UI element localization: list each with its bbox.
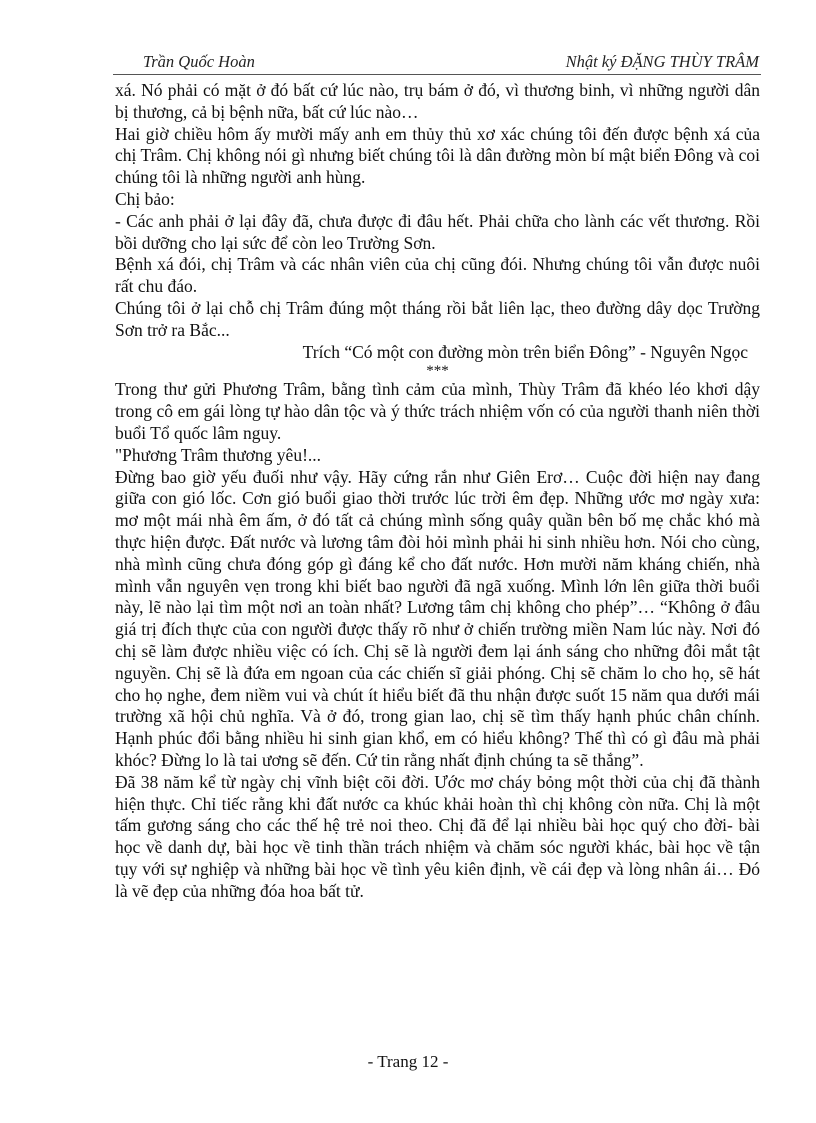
page-header <box>113 50 761 75</box>
header-title: Nhật ký ĐẶNG THÙY TRÂM <box>565 52 759 71</box>
header-author: Trần Quốc Hoàn <box>143 52 255 71</box>
quote-source: Trích “Có một con đường mòn trên biển Đông” - Nguyên Ngọc <box>302 341 748 362</box>
paragraph: - Các anh phải ở lại đây đã, chưa được đi đâu hết. Phải chữa cho lành các vết thương. Rồi bồi dưỡng cho lại sức để còn leo Trường Sơn. <box>115 210 760 253</box>
page-number: - Trang 12 - <box>367 1052 449 1071</box>
paragraph: Chị bảo: <box>115 188 175 209</box>
page-body <box>115 80 760 902</box>
section-separator: *** <box>426 363 449 380</box>
paragraph: xá. Nó phải có mặt ở đó bất cứ lúc nào, trụ bám ở đó, vì thương binh, vì những người dân bị thương, cả bị bệnh nữa, bất cứ lúc nào… <box>115 80 760 122</box>
paragraph: Bệnh xá đói, chị Trâm và các nhân viên của chị cũng đói. Nhưng chúng tôi vẫn được nuôi rất chu đáo. <box>115 254 760 297</box>
paragraph: Hai giờ chiều hôm ấy mười mấy anh em thủy thủ xơ xác chúng tôi đến được bệnh xá của chị Trâm. Chị không nói gì nhưng biết chúng tôi là dân đường mòn bí mật biển Đông và coi chúng tôi là những người anh hùng. <box>115 123 760 188</box>
paragraph: "Phương Trâm thương yêu!... <box>115 444 322 465</box>
paragraph: Trong thư gửi Phương Trâm, bằng tình cảm của mình, Thùy Trâm đã khéo léo khơi dậy trong cô em gái lòng tự hào dân tộc và ý thức trách nhiệm vốn có của người thanh niên thời buổi Tổ quốc lâm nguy. <box>115 379 760 443</box>
paragraph: Đã 38 năm kể từ ngày chị vĩnh biệt cõi đời. Ước mơ cháy bỏng một thời của chị đã thành hiện thực. Chỉ tiếc rằng khi đất nước ca khúc khải hoàn thì chị không còn nữa. Chị là một tấm gương sáng cho các thế hệ trẻ noi theo. Chị đã để lại nhiều bài học quý cho đời- bài học về danh dự, bài học về tinh thần trách nhiệm và chăm sóc người khác, bài học về tận tụy với sự nghiệp và những bài học về tình yêu kiên định, về cái đẹp và lòng nhân ái… Đó là vẽ đẹp của những đóa hoa bất tử. <box>115 771 760 901</box>
paragraph: Đừng bao giờ yếu đuối như vậy. Hãy cứng rắn như Giên Erơ… Cuộc đời hiện nay đang giữa con gió lốc. Cơn gió buổi giao thời trước lúc trời êm đẹp. Những ước mơ ngày xưa: mơ một mái nhà êm ấm, ở đó tất cả chúng mình sống quây quần bên bố mẹ chắc khó mà thực hiện được. Đất nước và lương tâm đòi hỏi mình phải hi sinh nhiều hơn. Nói cho cùng, nhà mình cũng chưa đóng góp gì đáng kể cho đất nước. Hơn mười năm kháng chiến, nhà mình vẫn nguyên vẹn trong khi biết bao người đã ngã xuống. Mình lớn lên giữa thời buổi này, lẽ nào lại tìm một nơi an toàn nhất? Lương tâm chị không cho phép”… “Không ở đâu giá trị đích thực của con người được thấy rõ như ở chiến trường miền Nam lúc này. Nơi đó chị sẽ làm được nhiều việc có ích. Chị sẽ là người đem lại ánh sáng cho những đôi mắt tật nguyền. Chị sẽ là đứa em ngoan của các chiến sĩ giải phóng. Chị sẽ chăm lo cho họ, sẽ hát cho họ nghe, đem niềm vui và chút ít hiểu biết đã thu nhận được suốt 15 năm qua dưới mái trường xã hội chủ nghĩa. Và ở đó, trong gian lao, chị sẽ tìm thấy hạnh phúc chân chính. Hạnh phúc đổi bằng nhiều hi sinh gian khổ, em có hiểu không? Thế thì có gì đâu mà phải khóc? Đừng lo là tai ương sẽ đến. Cứ tin rằng nhất định chúng ta sẽ thắng”. <box>115 466 760 770</box>
paragraph: Chúng tôi ở lại chỗ chị Trâm đúng một tháng rồi bắt liên lạc, theo đường dây dọc Trường Sơn trở ra Bắc... <box>115 297 760 340</box>
